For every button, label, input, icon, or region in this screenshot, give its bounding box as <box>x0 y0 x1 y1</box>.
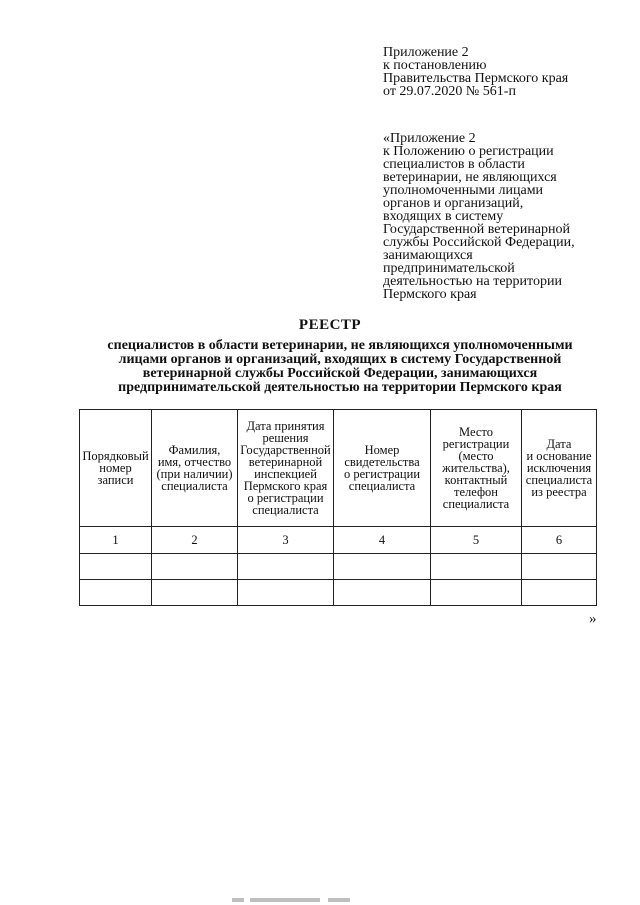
header-line: специалиста <box>252 503 319 517</box>
empty-cell <box>431 580 522 606</box>
header-line: инспекцией <box>254 467 317 481</box>
document-subtitle <box>70 339 610 395</box>
header-line: Дата <box>546 437 572 451</box>
annex-line: ветеринарии, не являющихся <box>383 170 557 185</box>
column-header-registration-date <box>238 410 334 527</box>
empty-cell <box>152 554 238 580</box>
empty-cell <box>152 580 238 606</box>
annex-line: предпринимательской <box>383 261 515 276</box>
header-line: Государственной <box>240 443 331 457</box>
header-line: (место <box>458 449 494 463</box>
column-number: 1 <box>80 527 152 554</box>
scan-artifact <box>250 898 320 902</box>
annex-line: Правительства Пермского края <box>383 71 569 86</box>
header-line: специалиста <box>442 497 510 511</box>
annex-line: деятельностью на территории <box>383 274 562 289</box>
subtitle-line: специалистов в области ветеринарии, не являющихся уполномоченными <box>107 338 573 353</box>
annex-line: входящих в систему <box>383 209 504 224</box>
annex-line: службы Российской Федерации, <box>383 235 575 250</box>
header-line: записи <box>97 473 134 487</box>
scan-artifact <box>328 898 350 902</box>
column-number: 6 <box>522 527 597 554</box>
header-line: специалиста <box>348 479 416 493</box>
annex-line: органов и организаций, <box>383 196 524 211</box>
empty-cell <box>522 580 597 606</box>
empty-cell <box>334 554 431 580</box>
header-line: о регистрации <box>343 467 421 481</box>
annex-line: к постановлению <box>383 58 487 73</box>
header-line: (при наличии) <box>156 467 233 481</box>
annex-line: к Положению о регистрации <box>383 144 554 159</box>
header-line: номер <box>99 461 132 475</box>
annex-line: Пермского края <box>383 287 477 302</box>
header-line: специалиста <box>161 479 228 493</box>
annex-reference-top <box>383 46 568 98</box>
header-line: Дата принятия <box>246 419 325 433</box>
header-line: Пермского края <box>243 479 328 493</box>
annex-line: Приложение 2 <box>383 45 469 60</box>
header-line: и основание <box>526 449 592 463</box>
annex-line: занимающихся <box>383 248 473 263</box>
column-header-exclusion <box>522 410 597 527</box>
header-line: свидетельства <box>344 455 420 469</box>
header-line: жительства), <box>442 461 510 475</box>
header-line: Фамилия, <box>168 443 221 457</box>
header-line: специалиста <box>525 473 593 487</box>
table-row <box>80 554 597 580</box>
empty-cell <box>522 554 597 580</box>
header-line: решения <box>262 431 309 445</box>
subtitle-line: лицами органов и организаций, входящих в систему Государственной <box>118 352 562 367</box>
annex-line: «Приложение 2 <box>383 131 476 146</box>
column-header-certificate-number <box>334 410 431 527</box>
column-header-record-number <box>80 410 152 527</box>
document-title: РЕЕСТР <box>298 317 362 333</box>
column-number: 2 <box>152 527 238 554</box>
header-line: Номер <box>364 443 400 457</box>
column-number: 3 <box>238 527 334 554</box>
table-row <box>80 580 597 606</box>
scan-artifact <box>232 898 244 902</box>
annex-line: Государственной ветеринарной <box>383 222 571 237</box>
column-number: 5 <box>431 527 522 554</box>
annex-line: специалистов в области <box>383 157 525 172</box>
subtitle-line: предпринимательской деятельностью на территории Пермского края <box>118 380 562 395</box>
registry-table <box>79 409 597 606</box>
column-number: 4 <box>334 527 431 554</box>
header-line: Место <box>459 425 493 439</box>
column-header-registration-place <box>431 410 522 527</box>
annex-line: уполномоченными лицами <box>383 183 544 198</box>
header-line: Порядковый <box>82 449 149 463</box>
annex-reference-inner <box>383 132 575 301</box>
header-line: имя, отчество <box>157 455 232 469</box>
empty-cell <box>334 580 431 606</box>
header-line: регистрации <box>442 437 510 451</box>
column-header-full-name <box>152 410 238 527</box>
header-line: о регистрации <box>247 491 324 505</box>
table-header-row <box>80 410 597 527</box>
header-line: телефон <box>454 485 498 499</box>
empty-cell <box>80 580 152 606</box>
empty-cell <box>80 554 152 580</box>
annex-line: от 29.07.2020 № 561-п <box>383 84 516 99</box>
empty-cell <box>431 554 522 580</box>
empty-cell <box>238 580 334 606</box>
header-line: исключения <box>526 461 592 475</box>
empty-cell <box>238 554 334 580</box>
header-line: из реестра <box>531 485 587 499</box>
subtitle-line: ветеринарной службы Российской Федерации, занимающихся <box>142 366 538 381</box>
header-line: контактный <box>444 473 508 487</box>
closing-quote: » <box>589 611 597 627</box>
header-line: ветеринарной <box>248 455 323 469</box>
column-number-row <box>80 527 597 554</box>
